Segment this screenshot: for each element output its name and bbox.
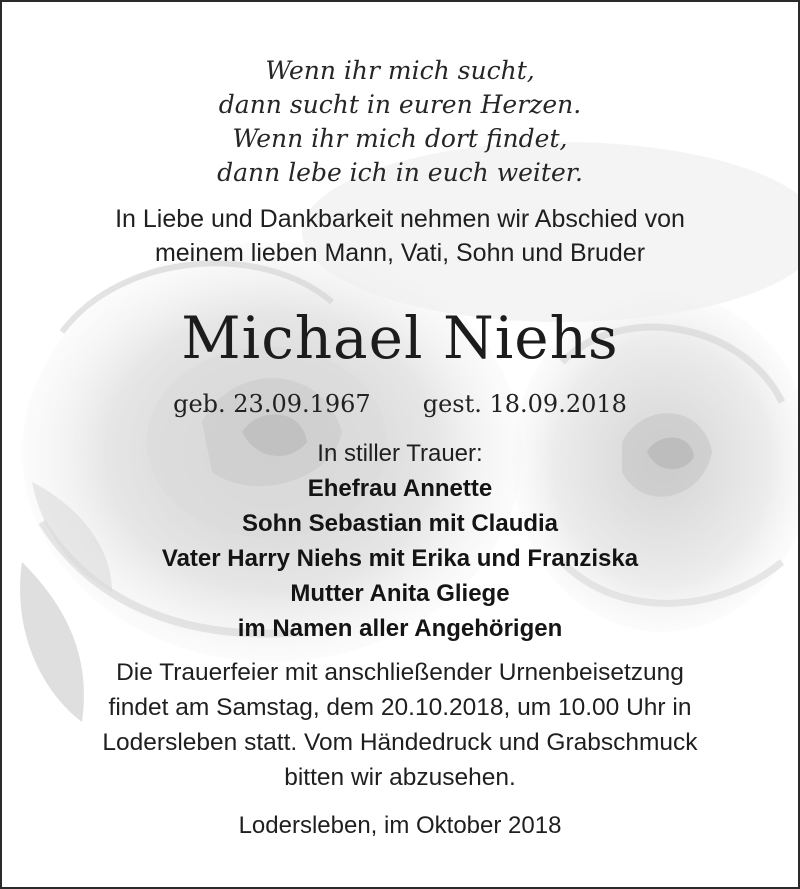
death-date: gest. 18.09.2018 bbox=[422, 390, 627, 418]
place-and-date: Lodersleben, im Oktober 2018 bbox=[238, 812, 562, 839]
intro-line: meinem lieben Mann, Vati, Sohn und Bruder bbox=[154, 239, 646, 267]
poem-line: dann lebe ich in euch weiter. bbox=[217, 158, 583, 187]
mourners-heading: In stiller Trauer: bbox=[317, 440, 483, 467]
poem-line: dann sucht in euren Herzen. bbox=[218, 90, 582, 119]
mourner-entry: Mutter Anita Gliege bbox=[290, 580, 510, 607]
obituary-text bbox=[2, 2, 798, 887]
poem-line: Wenn ihr mich sucht, bbox=[265, 56, 535, 85]
birth-date: geb. 23.09.1967 bbox=[173, 390, 371, 418]
service-info-line: bitten wir abzusehen. bbox=[284, 764, 516, 791]
deceased-name: Michael Niehs bbox=[181, 304, 619, 372]
mourner-entry: im Namen aller Angehörigen bbox=[237, 615, 563, 642]
service-info-line: Lodersleben statt. Vom Händedruck und Grabschmuck bbox=[102, 729, 698, 756]
mourner-entry: Sohn Sebastian mit Claudia bbox=[241, 510, 559, 537]
mourner-entry: Vater Harry Niehs mit Erika und Franziska bbox=[161, 545, 639, 572]
service-info-line: findet am Samstag, dem 20.10.2018, um 10.00 Uhr in bbox=[108, 694, 692, 721]
intro-line: In Liebe und Dankbarkeit nehmen wir Abschied von bbox=[115, 205, 685, 233]
life-dates bbox=[2, 390, 798, 418]
poem-line: Wenn ihr mich dort findet, bbox=[232, 124, 568, 153]
service-info-line: Die Trauerfeier mit anschließender Urnenbeisetzung bbox=[116, 659, 684, 686]
mourner-entry: Ehefrau Annette bbox=[307, 475, 493, 502]
